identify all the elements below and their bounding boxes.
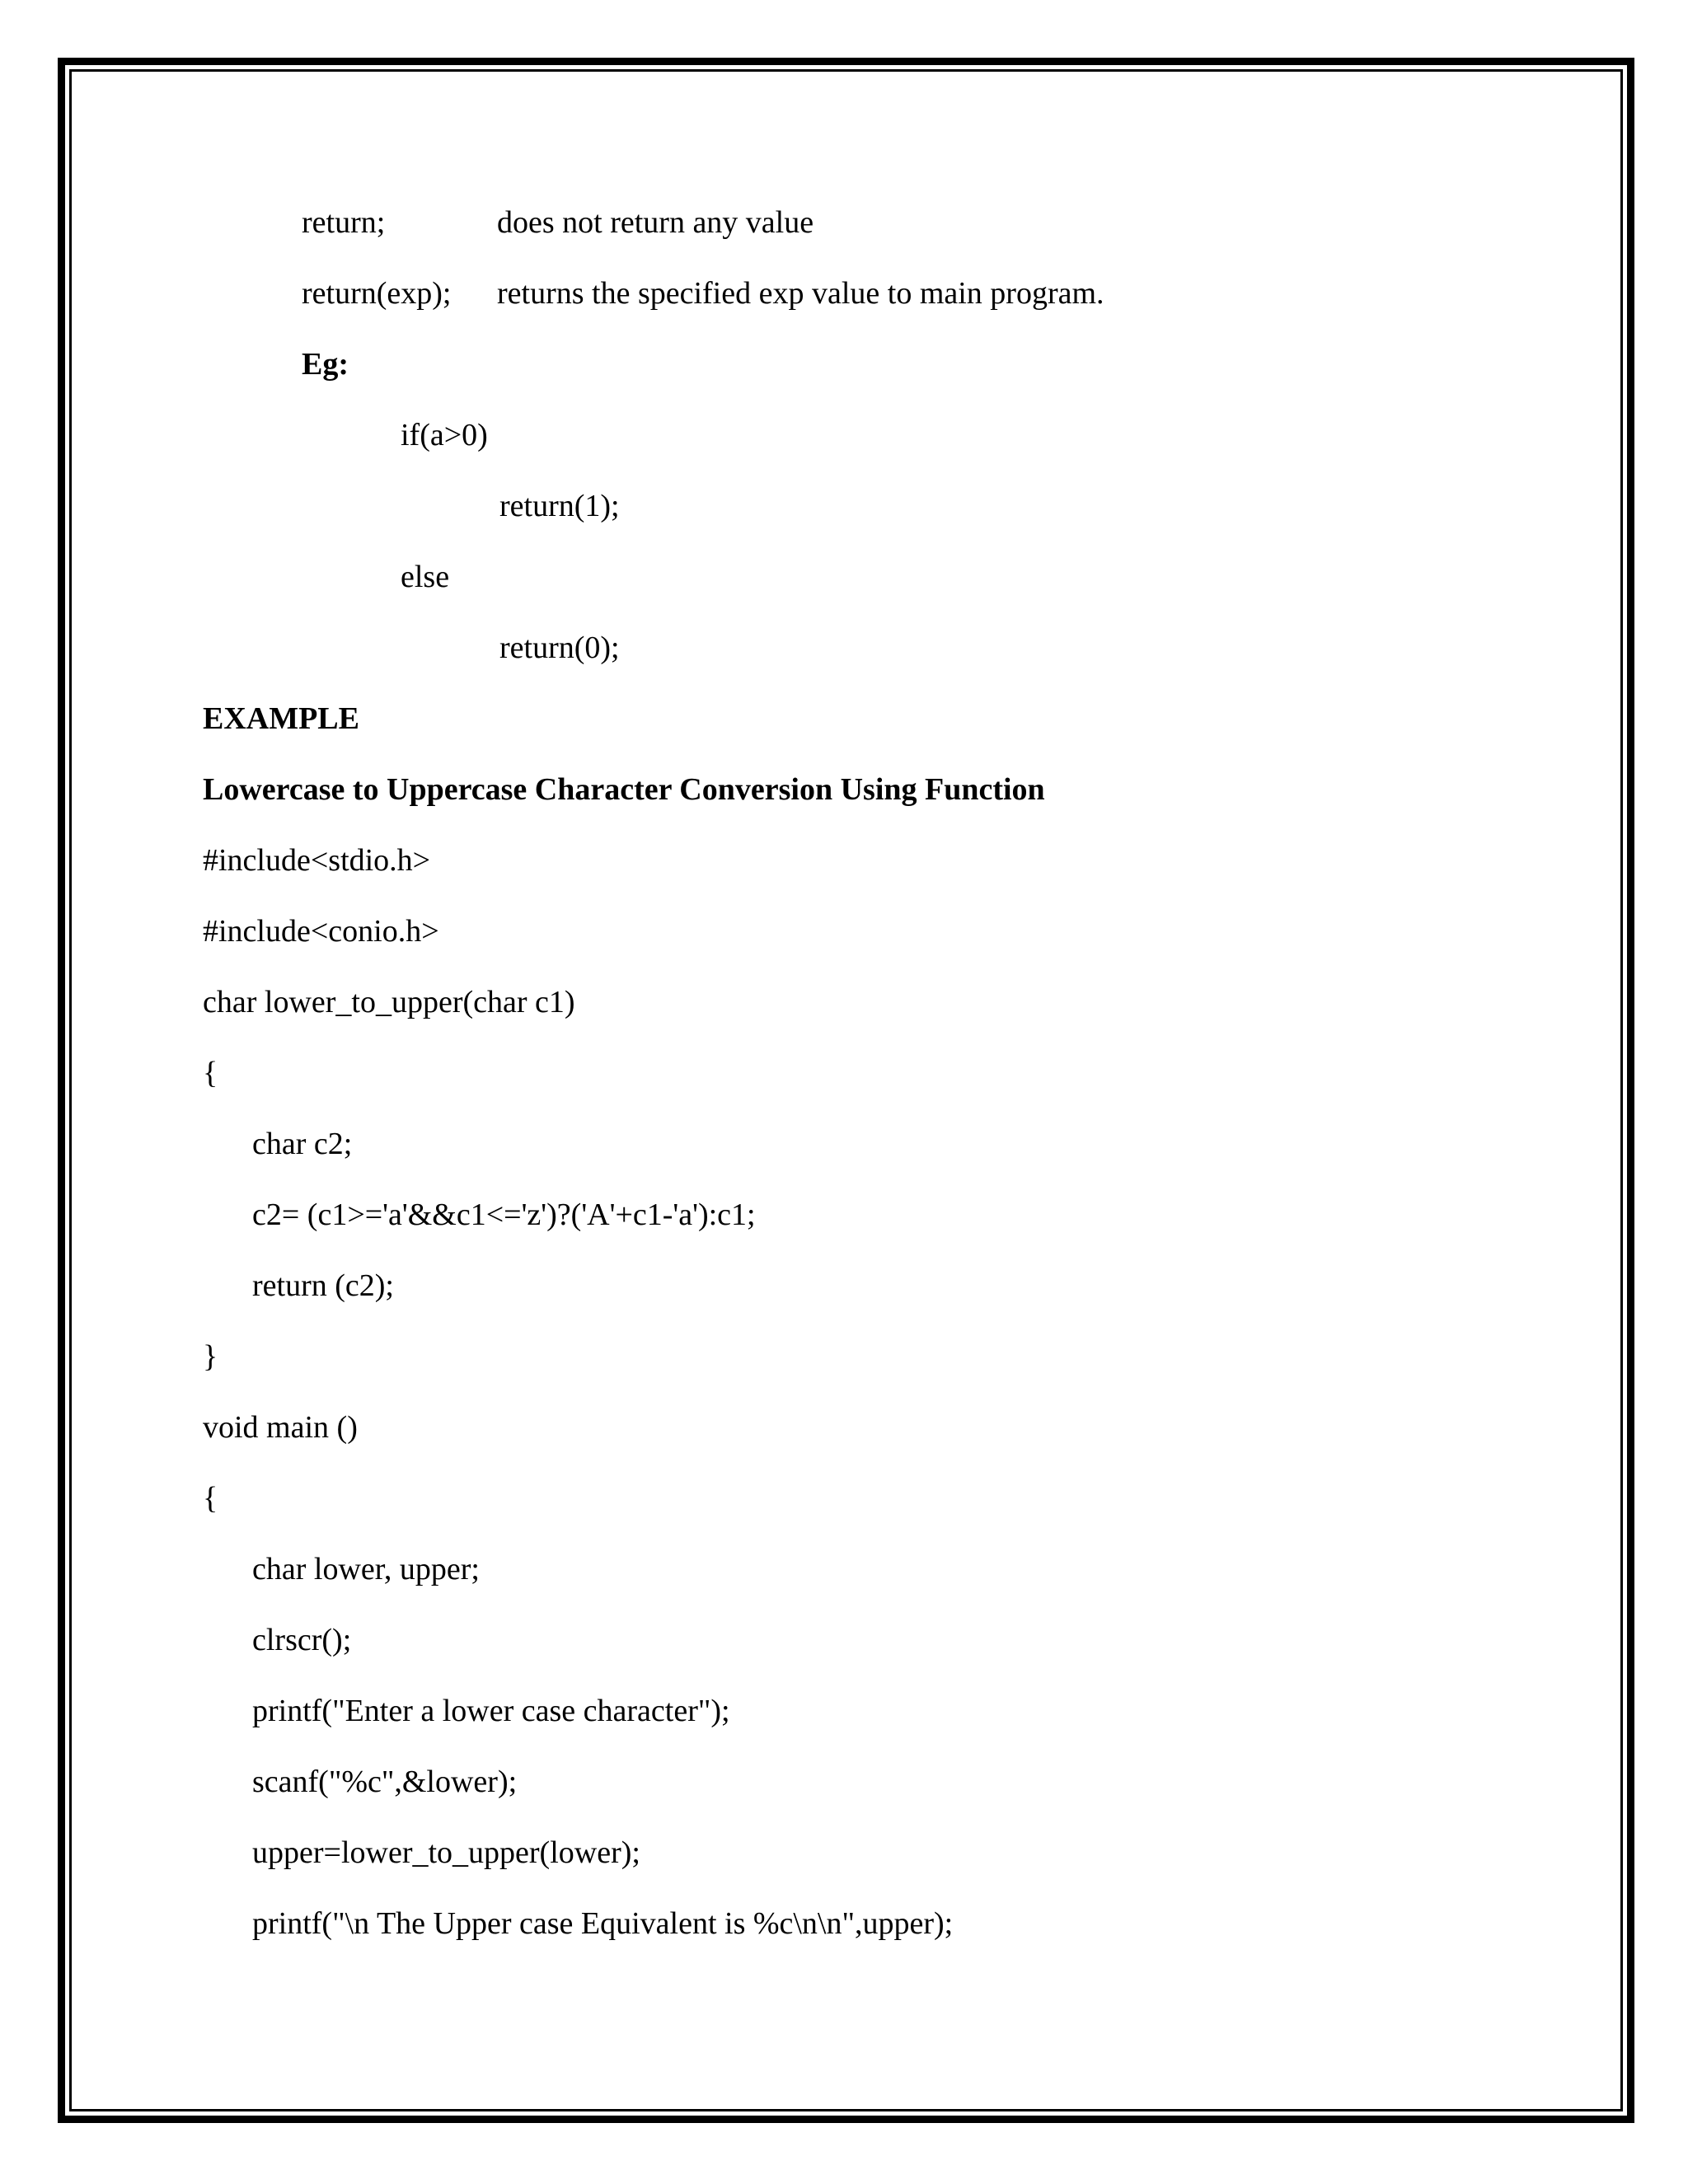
code-line: printf("\n The Upper case Equivalent is %c\n\n",upper); [252, 1906, 954, 1941]
code-line: scanf("%c",&lower); [252, 1765, 518, 1799]
code-line: char lower_to_upper(char c1) [203, 985, 575, 1019]
code-line: c2= (c1>='a'&&c1<='z')?('A'+c1-'a'):c1; [252, 1197, 756, 1232]
return-meaning: does not return any value [497, 205, 814, 240]
eg-code-line: return(0); [499, 630, 620, 665]
eg-code-line: else [401, 560, 450, 594]
code-line: { [203, 1056, 218, 1090]
code-line: clrscr(); [252, 1623, 352, 1657]
code-line: char c2; [252, 1127, 353, 1161]
eg-code-line: if(a>0) [401, 418, 488, 452]
code-line: #include<conio.h> [203, 914, 439, 949]
eg-label: Eg: [302, 347, 349, 382]
return-syntax: return(exp); [302, 276, 452, 311]
code-line: upper=lower_to_upper(lower); [252, 1835, 640, 1870]
code-line: char lower, upper; [252, 1552, 480, 1586]
code-line: #include<stdio.h> [203, 843, 431, 878]
eg-code-line: return(1); [499, 489, 620, 523]
example-title: Lowercase to Uppercase Character Conversion Using Function [203, 772, 1045, 807]
code-line: printf("Enter a lower case character"); [252, 1694, 730, 1728]
code-line: { [203, 1481, 218, 1516]
return-syntax: return; [302, 205, 386, 240]
return-meaning: returns the specified exp value to main program. [497, 276, 1104, 311]
section-heading: EXAMPLE [203, 701, 359, 736]
code-line: } [203, 1339, 218, 1374]
code-line: return (c2); [252, 1268, 394, 1303]
code-line: void main () [203, 1410, 358, 1445]
